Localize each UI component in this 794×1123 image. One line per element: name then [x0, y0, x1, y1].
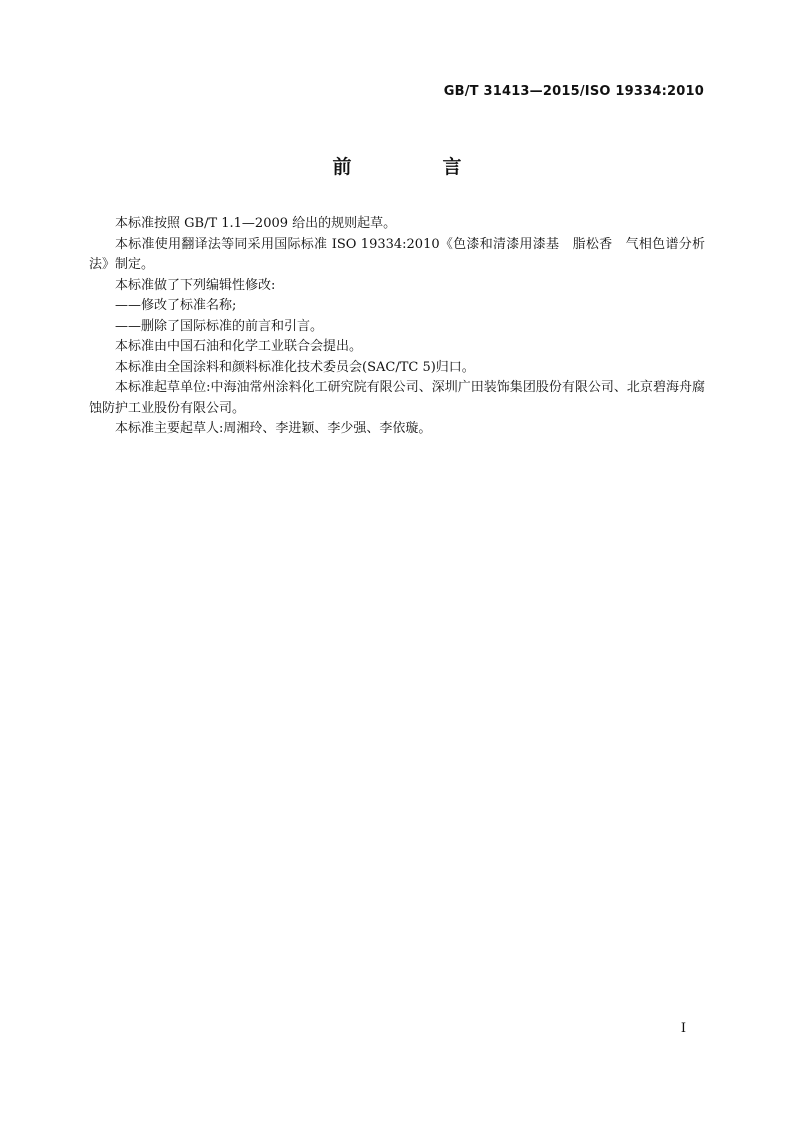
foreword-body	[89, 214, 705, 440]
paragraph-editorial-changes: 本标准做了下列编辑性修改:	[115, 277, 276, 293]
paragraph-proposed-by: 本标准由中国石油和化学工业联合会提出。	[115, 339, 363, 354]
paragraph-main-drafters: 本标准主要起草人:周湘玲、李进颖、李少强、李依璇。	[115, 421, 432, 436]
paragraph-drafting-rules: 本标准按照 GB/T 1.1—2009 给出的规则起草。	[115, 216, 397, 231]
paragraph-drafting-units: 本标准起草单位:中海油常州涂料化工研究院有限公司、深圳广田装饰集团股份有限公司、北京碧海舟腐蚀防护工业股份有限公司。	[89, 380, 705, 416]
paragraph-administered-by: 本标准由全国涂料和颜料标准化技术委员会(SAC/TC 5)归口。	[115, 359, 475, 375]
paragraph-adoption: 本标准使用翻译法等同采用国际标准 ISO 19334:2010《色漆和清漆用漆基 脂松香 气相色谱分析法》制定。	[89, 236, 705, 272]
list-item-change-name: ——修改了标准名称;	[115, 298, 237, 313]
standard-code-header: GB/T 31413—2015/ISO 19334:2010	[443, 84, 704, 99]
list-item-delete-foreword: ——删除了国际标准的前言和引言。	[115, 318, 324, 334]
page-title: 前 言	[332, 156, 498, 178]
page-number: I	[680, 1021, 686, 1036]
